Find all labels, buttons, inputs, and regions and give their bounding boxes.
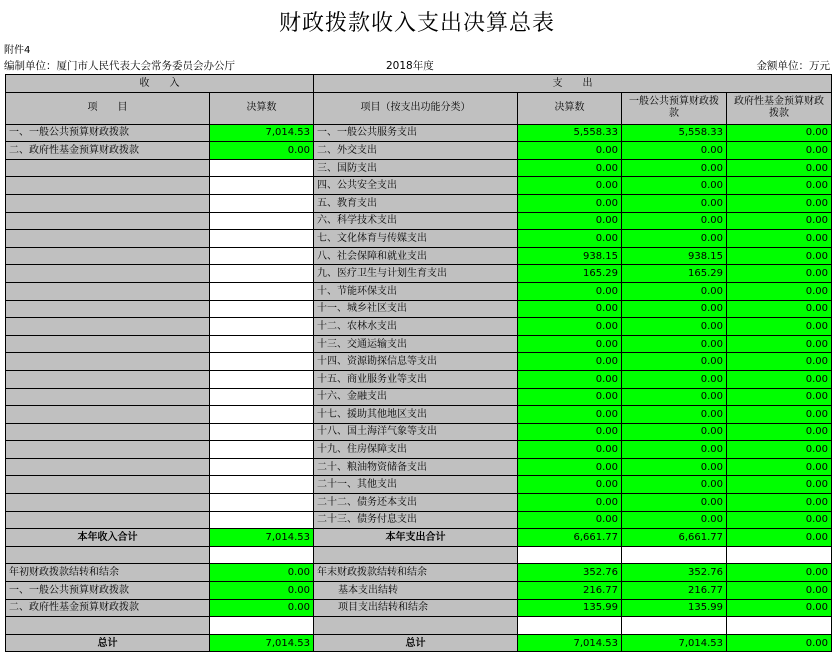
table-row (6, 142, 832, 160)
carry-expense-general: 135.99 (622, 599, 727, 617)
expense-item-label: 六、科学技术支出 (314, 212, 518, 230)
expense-subtotal: 6,661.77 (518, 529, 622, 547)
table-row (6, 423, 832, 441)
expense-total: 0.00 (518, 177, 622, 195)
expense-general-budget: 0.00 (622, 370, 727, 388)
income-item-label (6, 406, 210, 424)
expense-gov-fund: 0.00 (727, 177, 832, 195)
income-item-label (6, 370, 210, 388)
grand-total-row (6, 634, 832, 652)
carry-income-label: 年初财政拨款结转和结余 (6, 564, 210, 582)
expense-total: 0.00 (518, 335, 622, 353)
expense-general-budget: 0.00 (622, 142, 727, 160)
expense-total: 0.00 (518, 318, 622, 336)
expense-total: 0.00 (518, 476, 622, 494)
income-item-label (6, 353, 210, 371)
table-row (6, 194, 832, 212)
expense-general-budget: 165.29 (622, 265, 727, 283)
income-amount (210, 159, 314, 177)
expense-total: 0.00 (518, 458, 622, 476)
expense-general-budget: 0.00 (622, 476, 727, 494)
carry-income-label: 一、一般公共预算财政拨款 (6, 582, 210, 600)
budget-table (5, 74, 832, 652)
expense-gov-fund: 0.00 (727, 247, 832, 265)
expense-item-label: 十二、农林水支出 (314, 318, 518, 336)
income-item-label (6, 212, 210, 230)
income-item-label (6, 335, 210, 353)
amount-unit: 金额单位：万元 (756, 60, 830, 72)
expense-item-label: 十五、商业服务业等支出 (314, 370, 518, 388)
income-item-label (6, 511, 210, 529)
table-row (6, 230, 832, 248)
expense-grand-total-general: 7,014.53 (622, 634, 727, 652)
expense-general-budget: 0.00 (622, 318, 727, 336)
expense-gov-fund: 0.00 (727, 423, 832, 441)
income-amount (210, 318, 314, 336)
carry-expense-total: 135.99 (518, 599, 622, 617)
blank-cell (622, 546, 727, 564)
expense-general-budget: 0.00 (622, 423, 727, 441)
expense-general-budget: 0.00 (622, 441, 727, 459)
expense-total: 0.00 (518, 406, 622, 424)
expense-general-budget: 5,558.33 (622, 124, 727, 142)
income-item-label (6, 300, 210, 318)
expense-gov-fund: 0.00 (727, 406, 832, 424)
income-amount (210, 265, 314, 283)
table-row (6, 511, 832, 529)
income-item-label (6, 265, 210, 283)
carry-expense-label: 基本支出结转 (314, 582, 518, 600)
table-row (6, 124, 832, 142)
income-grand-total-label: 总计 (6, 634, 210, 652)
income-grand-total: 7,014.53 (210, 634, 314, 652)
blank-cell (6, 617, 210, 635)
income-amount (210, 247, 314, 265)
income-item-label (6, 423, 210, 441)
income-amount (210, 370, 314, 388)
income-item-label (6, 177, 210, 195)
fiscal-year: 2018年度 (386, 60, 434, 72)
subtotal-row (6, 529, 832, 547)
expense-gov-fund: 0.00 (727, 458, 832, 476)
column-header-row (6, 92, 832, 124)
expense-gov-fund: 0.00 (727, 230, 832, 248)
expense-item-label: 九、医疗卫生与计划生育支出 (314, 265, 518, 283)
table-row (6, 476, 832, 494)
expense-gov-fund: 0.00 (727, 212, 832, 230)
expense-item-label: 十六、金融支出 (314, 388, 518, 406)
expense-total: 0.00 (518, 388, 622, 406)
expense-item-label: 一、一般公共服务支出 (314, 124, 518, 142)
expense-grand-total: 7,014.53 (518, 634, 622, 652)
table-row (6, 159, 832, 177)
income-item-label (6, 194, 210, 212)
expense-gov-fund: 0.00 (727, 265, 832, 283)
expense-item-label: 十七、援助其他地区支出 (314, 406, 518, 424)
carry-row (6, 582, 832, 600)
expense-item-label: 十八、国土海洋气象等支出 (314, 423, 518, 441)
expense-general-budget: 0.00 (622, 511, 727, 529)
gov-fund-header: 政府性基金预算财政拨款 (727, 92, 832, 124)
function-item-header: 项目（按支出功能分类） (314, 92, 518, 124)
carry-expense-label: 项目支出结转和结余 (314, 599, 518, 617)
carry-expense-label: 年末财政拨款结转和结余 (314, 564, 518, 582)
expense-gov-fund: 0.00 (727, 142, 832, 160)
table-row (6, 177, 832, 195)
expense-item-label: 二十三、债务付息支出 (314, 511, 518, 529)
blank-cell (6, 546, 210, 564)
income-amount (210, 335, 314, 353)
expense-gov-fund: 0.00 (727, 476, 832, 494)
carry-income-label: 二、政府性基金预算财政拨款 (6, 599, 210, 617)
expense-general-budget: 0.00 (622, 388, 727, 406)
carry-row (6, 599, 832, 617)
expense-grand-total-fund: 0.00 (727, 634, 832, 652)
carry-expense-fund: 0.00 (727, 599, 832, 617)
blank-cell (518, 617, 622, 635)
expense-item-label: 十、节能环保支出 (314, 282, 518, 300)
table-row (6, 406, 832, 424)
expense-general-budget: 0.00 (622, 177, 727, 195)
income-item-label (6, 494, 210, 512)
blank-cell (210, 617, 314, 635)
expense-gov-fund: 0.00 (727, 159, 832, 177)
income-amount (210, 423, 314, 441)
expense-gov-fund: 0.00 (727, 194, 832, 212)
expense-general-budget: 0.00 (622, 335, 727, 353)
table-row (6, 370, 832, 388)
carry-expense-general: 216.77 (622, 582, 727, 600)
blank-cell (727, 617, 832, 635)
blank-row (6, 617, 832, 635)
income-item-label (6, 458, 210, 476)
expense-item-label: 八、社会保障和就业支出 (314, 247, 518, 265)
income-item-label: 二、政府性基金预算财政拨款 (6, 142, 210, 160)
expense-total: 165.29 (518, 265, 622, 283)
income-amount (210, 177, 314, 195)
expense-total: 0.00 (518, 370, 622, 388)
income-amount (210, 494, 314, 512)
income-amount (210, 406, 314, 424)
blank-cell (210, 546, 314, 564)
carry-expense-fund: 0.00 (727, 582, 832, 600)
income-amount (210, 388, 314, 406)
income-amount (210, 441, 314, 459)
blank-cell (518, 546, 622, 564)
item-header: 项 目 (6, 92, 210, 124)
table-row (6, 247, 832, 265)
expense-subtotal-general: 6,661.77 (622, 529, 727, 547)
table-row (6, 282, 832, 300)
expense-general-budget: 0.00 (622, 194, 727, 212)
expense-item-label: 四、公共安全支出 (314, 177, 518, 195)
expense-gov-fund: 0.00 (727, 511, 832, 529)
expense-gov-fund: 0.00 (727, 282, 832, 300)
carry-income-amount: 0.00 (210, 599, 314, 617)
expense-gov-fund: 0.00 (727, 441, 832, 459)
income-amount: 0.00 (210, 142, 314, 160)
expense-general-budget: 0.00 (622, 494, 727, 512)
section-header-row (6, 75, 832, 93)
income-item-label (6, 282, 210, 300)
expense-total: 0.00 (518, 423, 622, 441)
expense-item-label: 十九、住房保障支出 (314, 441, 518, 459)
expense-total: 0.00 (518, 212, 622, 230)
report-title: 财政拨款收入支出决算总表 (278, 11, 555, 36)
expense-total: 0.00 (518, 194, 622, 212)
expense-gov-fund: 0.00 (727, 300, 832, 318)
expense-item-label: 五、教育支出 (314, 194, 518, 212)
income-amount (210, 511, 314, 529)
blank-cell (314, 546, 518, 564)
carry-income-amount: 0.00 (210, 564, 314, 582)
expense-total: 0.00 (518, 230, 622, 248)
income-amount (210, 282, 314, 300)
compiling-unit: 编制单位：厦门市人民代表大会常务委员会办公厅 (4, 60, 235, 72)
expense-total: 0.00 (518, 511, 622, 529)
income-item-label (6, 230, 210, 248)
income-amount (210, 458, 314, 476)
expense-header: 支 出 (314, 75, 832, 93)
expense-total: 0.00 (518, 353, 622, 371)
expense-item-label: 七、文化体育与传媒支出 (314, 230, 518, 248)
expense-general-budget: 0.00 (622, 406, 727, 424)
expense-item-label: 十四、资源勘探信息等支出 (314, 353, 518, 371)
blank-cell (727, 546, 832, 564)
table-row (6, 300, 832, 318)
carry-row (6, 564, 832, 582)
general-budget-header: 一般公共预算财政拨款 (622, 92, 727, 124)
expense-gov-fund: 0.00 (727, 353, 832, 371)
income-amount-header: 决算数 (210, 92, 314, 124)
carry-expense-fund: 0.00 (727, 564, 832, 582)
expense-gov-fund: 0.00 (727, 388, 832, 406)
expense-item-label: 二十二、债务还本支出 (314, 494, 518, 512)
carry-expense-general: 352.76 (622, 564, 727, 582)
table-row (6, 388, 832, 406)
table-row (6, 212, 832, 230)
income-item-label (6, 159, 210, 177)
table-row (6, 494, 832, 512)
income-item-label: 一、一般公共预算财政拨款 (6, 124, 210, 142)
table-row (6, 335, 832, 353)
income-amount (210, 476, 314, 494)
income-amount: 7,014.53 (210, 124, 314, 142)
expense-general-budget: 0.00 (622, 159, 727, 177)
table-row (6, 318, 832, 336)
expense-amount-header: 决算数 (518, 92, 622, 124)
table-row (6, 458, 832, 476)
blank-row (6, 546, 832, 564)
blank-cell (314, 617, 518, 635)
income-header: 收 入 (6, 75, 314, 93)
attachment-label: 附件4 (4, 45, 31, 56)
income-item-label (6, 441, 210, 459)
expense-gov-fund: 0.00 (727, 124, 832, 142)
blank-cell (622, 617, 727, 635)
expense-total: 0.00 (518, 159, 622, 177)
income-item-label (6, 318, 210, 336)
expense-gov-fund: 0.00 (727, 370, 832, 388)
income-item-label (6, 388, 210, 406)
income-amount (210, 353, 314, 371)
income-amount (210, 194, 314, 212)
carry-expense-total: 352.76 (518, 564, 622, 582)
expense-item-label: 二十、粮油物资储备支出 (314, 458, 518, 476)
expense-total: 0.00 (518, 142, 622, 160)
expense-total: 5,558.33 (518, 124, 622, 142)
carry-income-amount: 0.00 (210, 582, 314, 600)
expense-item-label: 三、国防支出 (314, 159, 518, 177)
expense-gov-fund: 0.00 (727, 318, 832, 336)
income-subtotal-label: 本年收入合计 (6, 529, 210, 547)
expense-general-budget: 0.00 (622, 300, 727, 318)
expense-item-label: 二十一、其他支出 (314, 476, 518, 494)
income-subtotal: 7,014.53 (210, 529, 314, 547)
expense-subtotal-label: 本年支出合计 (314, 529, 518, 547)
expense-subtotal-fund: 0.00 (727, 529, 832, 547)
expense-total: 938.15 (518, 247, 622, 265)
expense-general-budget: 0.00 (622, 230, 727, 248)
income-item-label (6, 247, 210, 265)
income-amount (210, 212, 314, 230)
income-amount (210, 230, 314, 248)
expense-grand-total-label: 总计 (314, 634, 518, 652)
expense-total: 0.00 (518, 300, 622, 318)
expense-item-label: 二、外交支出 (314, 142, 518, 160)
table-row (6, 353, 832, 371)
expense-general-budget: 0.00 (622, 282, 727, 300)
carry-expense-total: 216.77 (518, 582, 622, 600)
expense-general-budget: 0.00 (622, 353, 727, 371)
expense-gov-fund: 0.00 (727, 335, 832, 353)
table-row (6, 441, 832, 459)
expense-general-budget: 938.15 (622, 247, 727, 265)
expense-general-budget: 0.00 (622, 458, 727, 476)
income-amount (210, 300, 314, 318)
expense-total: 0.00 (518, 282, 622, 300)
table-row (6, 265, 832, 283)
expense-item-label: 十一、城乡社区支出 (314, 300, 518, 318)
expense-item-label: 十三、交通运输支出 (314, 335, 518, 353)
expense-general-budget: 0.00 (622, 212, 727, 230)
expense-total: 0.00 (518, 441, 622, 459)
expense-total: 0.00 (518, 494, 622, 512)
expense-gov-fund: 0.00 (727, 494, 832, 512)
income-item-label (6, 476, 210, 494)
